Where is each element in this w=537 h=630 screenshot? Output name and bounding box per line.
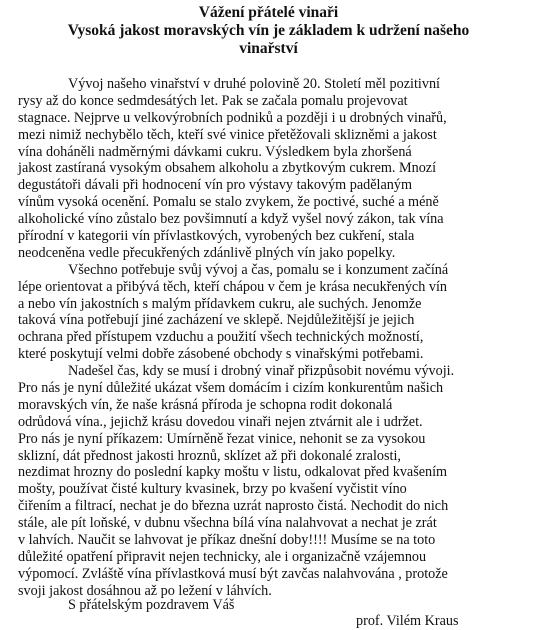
paragraph-1-line: Vývoj našeho vinařství v druhé polovině 20. Století měl pozitivní bbox=[68, 76, 440, 92]
closing-greeting: S přátelským pozdravem Váš bbox=[68, 597, 235, 613]
paragraph-1-line: vína doháněli nadměrnými dávkami cukru. Výsledkem byla zhoršená bbox=[18, 143, 412, 160]
paragraph-2-line: Všechno potřebuje svůj vývoj a čas, pomalu se i konzument začíná bbox=[68, 261, 449, 278]
paragraph-2-line: taková vína potřebují jiné zacházení ve sklepě. Nejdůležitější je jejich bbox=[18, 312, 415, 329]
paragraph-2-line: a nebo vín jakostních s malým přídavkem cukru, ale suchých. Jenomže bbox=[18, 295, 422, 312]
paragraph-1-line: alkoholické víno zůstalo bez povšimnutí a když vyšel nový zákon, tak vína bbox=[18, 211, 444, 228]
paragraph-3-line: nezdimat hrozny do poslední kapky moštu v listu, odkalovat před kvašením bbox=[18, 464, 448, 481]
paragraph-3-line: výpomocí. Zvláště vína přívlastková musí být zavčas nalahvována , protože bbox=[18, 565, 448, 582]
paragraph-1-line: mezi nimiž nechybělo těch, kteří své vinice přetěžovali sklizněmi a jakost bbox=[18, 126, 437, 143]
paragraph-3-line: stále, ale pít loňské, v dubnu všechna bílá vína nalahvovat a nechat je zrát bbox=[18, 515, 437, 532]
paragraph-1-line: přírodní v kategorii vín přívlastkových, vyrobených bez cukření, stala bbox=[18, 228, 415, 245]
paragraph-2-line: lépe orientovat a přibývá těch, kteří chápou v čem je krása necukřených vín bbox=[18, 278, 447, 295]
paragraph-3-line: mošty, používat čisté kultury kvasinek, brzy po kvašení vyčistit víno bbox=[18, 481, 407, 498]
paragraph-3-line: důležité opatření připravit nejen technicky, ale i organizačně vzájemnou bbox=[18, 548, 427, 565]
paragraph-3-line: svoji jakost dosáhnou až po ležení v láhvích. bbox=[18, 582, 272, 599]
paragraph-1-line: neodceněna vedle přecukřených zdánlivě plných vín jako popelky. bbox=[18, 244, 396, 261]
paragraph-1-line: rysy až do konce sedmdesátých let. Pak se začala pomalu projevovat bbox=[18, 92, 408, 109]
paragraph-1-line: vínům vysoká ocenění. Pomalu se stalo zvykem, že poctivé, suché a méně bbox=[18, 194, 439, 211]
paragraph-1-line: jakost zastíraná vysokým obsahem alkoholu a zbytkovým cukrem. Mnozí bbox=[18, 160, 437, 177]
paragraph-3-line: odrůdová vína., jejichž krásu dovedou vinaři nejen ztvárnit ale i udržet. bbox=[18, 413, 423, 430]
paragraph-3-line: Pro nás je nyní důležité ukázat všem domácím i cizím konkurentům našich bbox=[18, 380, 444, 397]
paragraph-2-line: které poskytují velmi dobře zásobené obchody s vinařskými potřebami. bbox=[18, 346, 424, 363]
letter-body bbox=[18, 76, 528, 600]
title-line-3: vinařství bbox=[239, 40, 298, 57]
paragraph-3-line: Pro nás je nyní příkazem: Umírněně řezat vinice, nehonit se za vysokou bbox=[18, 430, 426, 447]
title-line-2: Vysoká jakost moravských vín je základem k udržení našeho bbox=[67, 22, 470, 39]
paragraph-3-line: moravských vín, že naše krásná příroda je schopna rodit dokonalá bbox=[18, 396, 393, 413]
letter-title bbox=[0, 4, 537, 58]
paragraph-1-line: degustátoři dávali při hodnocení vín pro výstavy takovým padělaným bbox=[18, 177, 413, 194]
paragraph-2-line: ochrana před přístupem vzduchu a použití všech technických možností, bbox=[18, 329, 424, 346]
paragraph-3-line: v lahvích. Naučit se lahvovat je příkaz dnešní doby!!!! Musíme se na toto bbox=[18, 532, 436, 549]
paragraph-1-line: stagnace. Nejprve u velkovýrobních podniků a později i u drobných vinařů, bbox=[18, 109, 447, 126]
paragraph-3-line: Nadešel čas, kdy se musí i drobný vinař přizpůsobit novému vývoji. bbox=[68, 363, 455, 380]
paragraph-3-line: čiřením a filtrací, nechat je do března uzrát naprosto čistá. Nechodit do nich bbox=[18, 498, 449, 515]
signature: prof. Vilém Kraus bbox=[356, 613, 459, 629]
title-line-1: Vážení přátelé vinaři bbox=[198, 4, 339, 21]
paragraph-3-line: sklizní, dát přednost jakosti hroznů, sklízet až při dokonalé zralosti, bbox=[18, 447, 401, 464]
